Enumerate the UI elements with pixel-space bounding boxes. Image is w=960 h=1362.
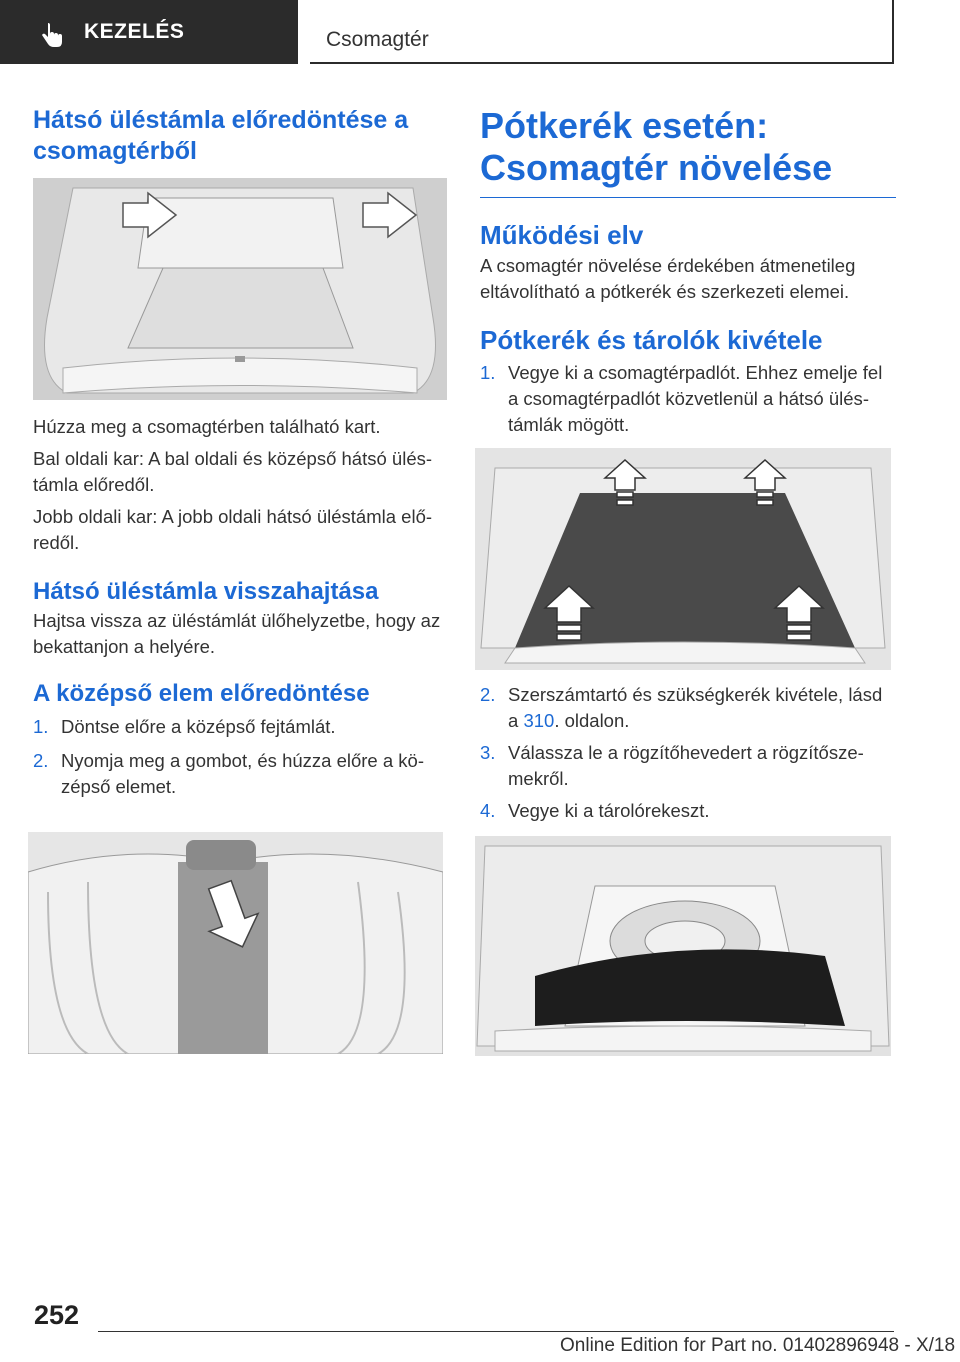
step-text-pre: Szerszámtartó és szükségkerék kivétele, lásd a <box>508 684 883 731</box>
left-column <box>33 105 445 167</box>
heading-fold-from-trunk: Hátsó üléstámla előredöntése a csomagtérből <box>33 106 409 165</box>
paragraph-pull-lever: Húzza meg a csomagtérben található kart. <box>33 416 381 437</box>
step-text: Döntse előre a középső fejtámlát. <box>61 716 336 737</box>
remove-steps <box>480 682 896 824</box>
page-number: 252 <box>34 1300 80 1330</box>
trunk-illustration <box>33 178 447 400</box>
heading-principle: Működési elv <box>480 220 644 250</box>
list-item <box>33 748 445 800</box>
heading-middle-section: A középső elem előredöntése <box>33 680 370 707</box>
footer-rule <box>98 1331 894 1332</box>
edition-text: Online Edition for Part no. 01402896948 - X/18 <box>560 1335 956 1356</box>
paragraph-right-lever: Jobb oldali kar: A jobb oldali hátsó üléstámla előredől. <box>33 506 433 553</box>
step-number: 4. <box>480 800 496 821</box>
hand-icon <box>38 22 66 50</box>
step-number: 1. <box>33 716 49 737</box>
heading-rule <box>480 197 896 198</box>
step-number: 3. <box>480 742 496 763</box>
step-text: Vegye ki a tárolórekeszt. <box>508 800 710 821</box>
heading-spare-wheel: Pótkerék esetén: Csomagtér növelése <box>480 105 833 188</box>
chapter-tab <box>310 0 894 64</box>
spare-wheel-illustration <box>475 836 891 1056</box>
step-text: Válassza le a rögzítőhevedert a rögzítőszemekről. <box>508 742 864 789</box>
list-item <box>33 714 445 740</box>
paragraph-fold-back: Hajtsa vissza az üléstámlát ülőhelyzetbe, hogy az bekattanjon a helyére. <box>33 610 441 657</box>
page-link[interactable]: 310 <box>523 710 555 731</box>
right-column <box>480 105 896 438</box>
list-item <box>480 682 896 734</box>
section-tab <box>0 0 298 64</box>
step-number: 1. <box>480 362 496 383</box>
fold-instructions <box>33 414 445 800</box>
section-title: KEZELÉS <box>84 20 185 43</box>
paragraph-left-lever: Bal oldali kar: A bal oldali és középső hátsó üléstámla előredől. <box>33 448 433 495</box>
step-number: 2. <box>480 684 496 705</box>
step-number: 2. <box>33 750 49 771</box>
step-text-post: . oldalon. <box>554 710 630 731</box>
heading-remove: Pótkerék és tárolók kivétele <box>480 325 823 355</box>
heading-fold-back: Hátsó üléstámla visszahajtása <box>33 578 379 605</box>
rear-seat-illustration <box>28 832 443 1054</box>
chapter-title: Csomagtér <box>326 28 429 51</box>
step-text: Vegye ki a csomagtérpadlót. Ehhez emelje fel a csomagtérpadlót közvetlenül a hátsó üléstámlák mögött. <box>508 362 883 435</box>
list-item <box>480 360 896 438</box>
step-text: Nyomja meg a gombot, és húzza előre a középső elemet. <box>61 750 424 797</box>
list-item <box>480 740 896 792</box>
list-item <box>480 798 896 824</box>
trunk-floor-illustration <box>475 448 891 670</box>
paragraph-principle: A csomagtér növelése érdekében átmenetileg eltávolítható a pótkerék és szerkezeti elemei. <box>480 255 856 302</box>
